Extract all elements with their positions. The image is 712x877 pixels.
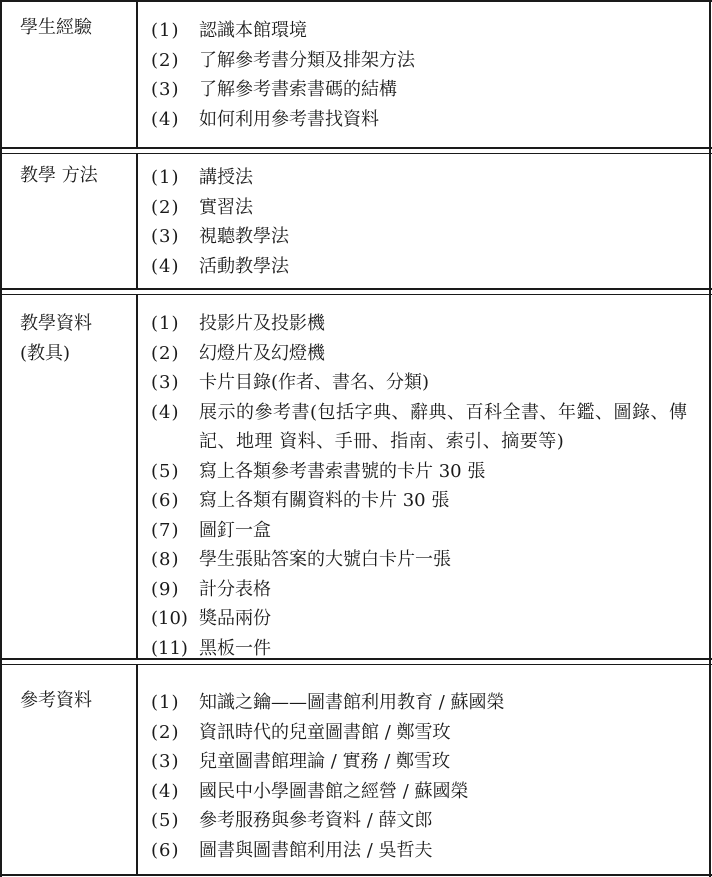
item-text: 幻燈片及幻燈機 xyxy=(199,342,325,364)
list-item xyxy=(151,193,289,223)
item-number: (1) xyxy=(151,20,180,41)
item-text: 獎品兩份 xyxy=(199,608,271,629)
table-border-top xyxy=(0,0,712,2)
list-item xyxy=(151,545,699,575)
column-divider xyxy=(136,665,138,875)
list-item xyxy=(151,339,699,369)
list-item xyxy=(151,777,505,807)
list-item xyxy=(151,368,699,398)
section-label-teaching-materials: 教學資料 xyxy=(20,313,92,334)
list-item xyxy=(151,688,505,718)
section-divider xyxy=(0,147,712,149)
item-text: 卡片目錄(作者、書名、分類) xyxy=(199,372,430,393)
item-number: (2) xyxy=(151,721,180,743)
item-number: (8) xyxy=(151,549,180,570)
item-number: (2) xyxy=(151,342,180,364)
item-number: (2) xyxy=(151,196,180,218)
item-number: (6) xyxy=(151,839,180,861)
item-number: (2) xyxy=(151,49,180,71)
item-text: 兒童圖書館理論 / 實務 / 鄭雪玫 xyxy=(199,751,451,772)
item-text: 寫上各類有關資料的卡片 30 張 xyxy=(199,490,450,511)
list-item xyxy=(151,309,699,339)
teaching-materials-list xyxy=(151,309,699,663)
item-number: (5) xyxy=(151,810,180,831)
teaching-methods-list xyxy=(151,163,289,281)
list-item xyxy=(151,252,289,282)
item-text: 圖釘一盒 xyxy=(199,519,271,541)
list-item xyxy=(151,46,415,76)
item-text: 實習法 xyxy=(199,196,253,218)
list-item xyxy=(151,163,289,193)
item-text: 視聽教學法 xyxy=(199,226,289,247)
item-text: 展示的參考書(包括字典、辭典、百科全書、年鑑、圖錄、傳記、地理 資料、手冊、指南、索引、摘要等) xyxy=(199,401,688,452)
item-number: (4) xyxy=(151,401,180,423)
item-number: (10) xyxy=(151,608,188,629)
list-item xyxy=(151,516,699,546)
list-item xyxy=(151,105,415,135)
table-border-right xyxy=(709,0,711,877)
list-item xyxy=(151,836,505,866)
item-number: (3) xyxy=(151,372,180,393)
list-item xyxy=(151,575,699,605)
list-item xyxy=(151,457,699,487)
item-text: 講授法 xyxy=(199,167,253,188)
item-number: (1) xyxy=(151,313,180,334)
item-number: (7) xyxy=(151,519,180,541)
item-number: (9) xyxy=(151,578,180,600)
item-number: (4) xyxy=(151,780,180,802)
list-item xyxy=(151,634,699,664)
item-number: (3) xyxy=(151,79,180,100)
table-border-bottom xyxy=(0,874,712,876)
item-number: (11) xyxy=(151,637,188,659)
references-list xyxy=(151,688,505,865)
item-number: (3) xyxy=(151,226,180,247)
table-border-left xyxy=(0,0,2,877)
column-divider xyxy=(136,295,138,659)
section-divider xyxy=(0,664,712,665)
item-text: 了解參考書分類及排架方法 xyxy=(199,49,415,71)
item-text: 投影片及投影機 xyxy=(199,313,325,334)
item-text: 參考服務與參考資料 / 薛文郎 xyxy=(199,810,433,831)
list-item xyxy=(151,486,699,516)
section-label-teaching-methods: 教學 方法 xyxy=(20,165,98,186)
item-text: 黑板一件 xyxy=(199,637,271,659)
item-number: (3) xyxy=(151,751,180,772)
list-item xyxy=(151,222,289,252)
item-text: 圖書與圖書館利用法 / 吳哲夫 xyxy=(199,839,433,861)
item-text: 學生張貼答案的大號白卡片一張 xyxy=(199,549,451,570)
section-label-references: 參考資料 xyxy=(20,690,92,711)
item-number: (6) xyxy=(151,490,180,511)
list-item xyxy=(151,718,505,748)
list-item xyxy=(151,16,415,46)
item-text: 資訊時代的兒童圖書館 / 鄭雪玫 xyxy=(199,721,451,743)
section-divider xyxy=(0,294,712,295)
section-divider xyxy=(0,288,712,290)
student-experience-list xyxy=(151,16,415,134)
section-divider xyxy=(0,153,712,154)
list-item xyxy=(151,604,699,634)
list-item xyxy=(151,75,415,105)
item-text: 寫上各類參考書索書號的卡片 30 張 xyxy=(199,460,486,482)
item-number: (4) xyxy=(151,255,180,277)
list-item xyxy=(151,747,505,777)
section-label-student-experience: 學生經驗 xyxy=(20,17,92,38)
item-number: (4) xyxy=(151,108,180,130)
item-text: 如何利用參考書找資料 xyxy=(199,108,379,130)
column-divider xyxy=(136,0,138,148)
list-item xyxy=(151,398,699,457)
list-item xyxy=(151,806,505,836)
item-text: 活動教學法 xyxy=(199,255,289,277)
item-number: (1) xyxy=(151,167,180,188)
item-number: (1) xyxy=(151,692,180,713)
item-text: 計分表格 xyxy=(199,578,271,600)
item-text: 認識本館環境 xyxy=(199,20,307,41)
item-text: 了解參考書索書碼的結構 xyxy=(199,79,397,100)
section-sublabel-teaching-aids: (教具) xyxy=(20,343,71,364)
column-divider xyxy=(136,154,138,289)
item-text: 知識之鑰——圖書館利用教育 / 蘇國榮 xyxy=(199,692,505,713)
item-text: 國民中小學圖書館之經營 / 蘇國榮 xyxy=(199,780,469,802)
item-number: (5) xyxy=(151,460,180,482)
